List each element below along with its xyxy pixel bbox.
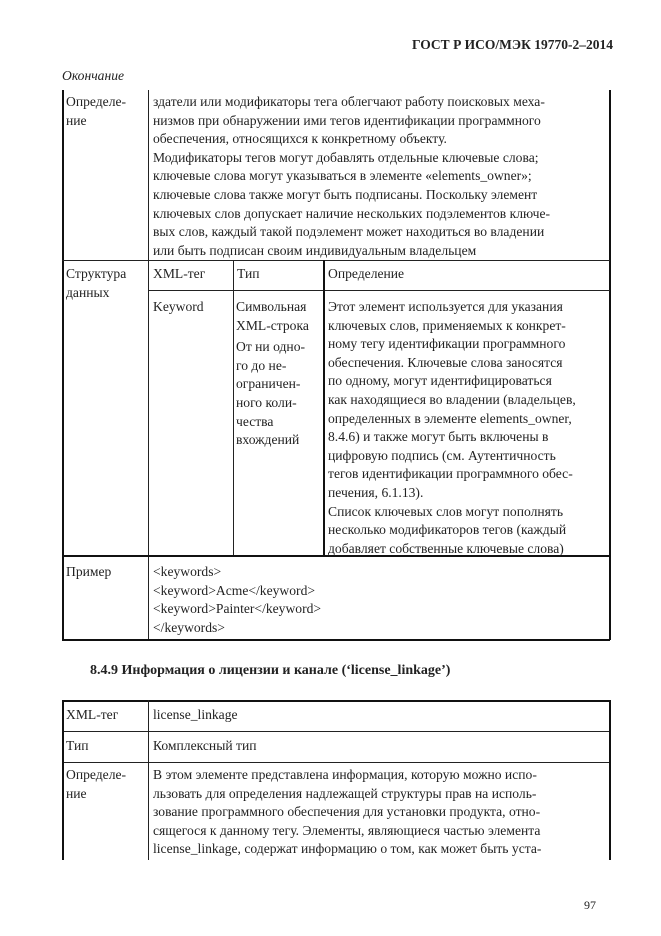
row-label-type: Тип [66,738,89,753]
row-label-definition: Определе- ние [66,767,127,801]
xml-tag-value: Keyword [153,299,204,314]
continuation-label: Окончание [62,68,125,83]
xml-tag-value: license_linkage [153,707,238,722]
column-header-xml-tag: XML-тег [153,266,206,281]
row-label-xml-tag: XML-тег [66,707,119,722]
column-header-definition: Определение [328,266,405,281]
document-header: ГОСТ Р ИСО/МЭК 19770-2–2014 [412,37,613,52]
example-code: <keywords> <keyword>Acme</keyword> <keyword>Painter</keyword> </keywords> [153,564,322,635]
row-label-definition: Определе- ние [66,94,127,128]
type-value: Символьная XML-строка От ни одно- го до не- ограничен- ного коли- чества вхождений [236,299,309,448]
row-label-structure: Структура данных [66,266,127,300]
definition-text: здатели или модификаторы тега облегчают работу поисковых меха- низмов при обнаружении ими тегов идентификации программного обеспечения, относящихся к конкретному объекту. Модификаторы тегов могут добавлять отдельные ключевые слова; ключевые слова могут указываться в элементе «elements_owner»; ключевые слова также могут быть подписаны. Поскольку элемент ключевых слов допускает наличие нескольких подэлементов ключе- вых слов, каждый такой подэлемент может находиться во владении или быть подписан своим индивидуальным владельцем [153,94,551,258]
column-header-type: Тип [237,266,260,281]
section-heading: 8.4.9 Информация о лицензии и канале (‘license_linkage’) [90,663,451,678]
license-definition-text: В этом элементе представлена информация, которую можно испо- льзовать для определения надлежащей структуры прав на исполь- зование программного обеспечения для установки продукта, отно- сящегося к данному тегу. Элементы, являющиеся частью элемента license_linkage, содержат информацию о том, как может быть уста- [153,767,542,857]
type-value: Комплексный тип [153,738,257,753]
row-label-example: Пример [66,564,112,579]
page-number: 97 [584,898,596,912]
keyword-definition: Этот элемент используется для указания ключевых слов, применяемых к конкрет- ному тегу идентификации программного обеспечения. Ключевые слова заносятся по одному, могут идентифицироваться как находящиеся во владении (владельцев, определенных в элементе elements_owner, 8.4.6) и также могут быть включены в цифровую подпись (см. Аутентичность тегов идентификации программного обес- печения, 6.1.13). Список ключевых слов могут пополнять несколько модификаторов тегов (каждый добавляет собственные ключевые слова) [328,299,576,556]
